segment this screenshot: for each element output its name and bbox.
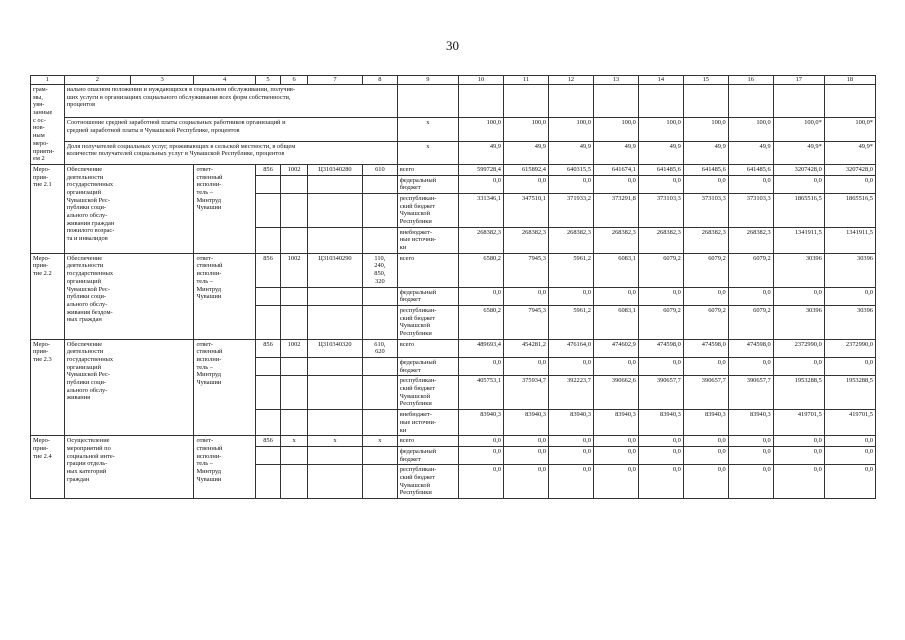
amount-value: 641485,6 xyxy=(683,164,728,175)
amount-value: 30396 xyxy=(773,253,824,287)
indicator-unit: x xyxy=(397,118,458,141)
amount-value: 0,0 xyxy=(548,175,593,193)
amount-value: 6079,2 xyxy=(683,253,728,287)
amount-value: 6079,2 xyxy=(638,253,683,287)
funding-source: всего xyxy=(397,339,458,357)
amount-value: 0,0 xyxy=(773,465,824,499)
indicator-value: 100,0 xyxy=(638,118,683,141)
column-number-header: 12 xyxy=(548,76,593,85)
table-row xyxy=(31,339,876,357)
amount-value: 268382,3 xyxy=(548,227,593,253)
csr-code: Ц310340280 xyxy=(307,164,362,175)
empty-code-cell xyxy=(307,358,362,376)
column-number-header: 15 xyxy=(683,76,728,85)
amount-value: 0,0 xyxy=(638,175,683,193)
column-number-header: 18 xyxy=(824,76,875,85)
empty-code-cell xyxy=(307,410,362,436)
empty-code-cell xyxy=(281,305,308,339)
amount-value: 0,0 xyxy=(548,446,593,464)
activity-executor: ответ- ственный исполни- тель – Минтруд Чувашии xyxy=(194,164,255,253)
funding-source: внебюджет- ные источни- ки xyxy=(397,227,458,253)
amount-value: 0,0 xyxy=(773,358,824,376)
amount-value: 0,0 xyxy=(459,436,504,447)
amount-value: 347510,1 xyxy=(504,193,549,227)
indicator-value: 100,0 xyxy=(728,118,773,141)
amount-value: 0,0 xyxy=(824,287,875,305)
amount-value: 268382,3 xyxy=(638,227,683,253)
amount-value: 0,0 xyxy=(504,287,549,305)
column-number-header: 6 xyxy=(281,76,308,85)
csr-code: x xyxy=(307,436,362,447)
amount-value: 268382,3 xyxy=(683,227,728,253)
empty-code-cell xyxy=(255,287,281,305)
amount-value: 390657,7 xyxy=(683,376,728,410)
amount-value: 7945,3 xyxy=(504,305,549,339)
funding-source: республикан- ский бюджет Чувашской Республики xyxy=(397,465,458,499)
activity-label: Меро- прия- тие 2.2 xyxy=(31,253,65,339)
amount-value: 615892,4 xyxy=(504,164,549,175)
indicator-value: 100,0 xyxy=(593,118,638,141)
column-number-header: 17 xyxy=(773,76,824,85)
amount-value: 3207428,0 xyxy=(824,164,875,175)
funding-source: федеральный бюджет xyxy=(397,175,458,193)
amount-value: 0,0 xyxy=(548,358,593,376)
amount-value: 375934,7 xyxy=(504,376,549,410)
amount-value: 1341911,5 xyxy=(773,227,824,253)
amount-value: 83940,3 xyxy=(504,410,549,436)
rzpr-code: 1002 xyxy=(281,164,308,175)
indicator-unit xyxy=(397,85,458,118)
funding-source: республикан- ский бюджет Чувашской Республики xyxy=(397,376,458,410)
empty-code-cell xyxy=(281,227,308,253)
amount-value: 0,0 xyxy=(728,287,773,305)
amount-value: 489693,4 xyxy=(459,339,504,357)
amount-value: 640315,5 xyxy=(548,164,593,175)
amount-value: 641674,1 xyxy=(593,164,638,175)
amount-value: 6083,1 xyxy=(593,305,638,339)
empty-code-cell xyxy=(363,305,398,339)
indicator-value: 100,0* xyxy=(824,118,875,141)
empty-code-cell xyxy=(255,410,281,436)
amount-value: 373103,3 xyxy=(683,193,728,227)
amount-value: 0,0 xyxy=(683,465,728,499)
empty-code-cell xyxy=(281,175,308,193)
rzpr-code: 1002 xyxy=(281,339,308,357)
vr-code: 610, 620 xyxy=(363,339,398,357)
indicator-value: 49,9 xyxy=(638,141,683,164)
empty-code-cell xyxy=(255,193,281,227)
amount-value: 6079,2 xyxy=(638,305,683,339)
activity-name: Обеспечение деятельности государственных организаций Чувашской Рес- публики соци- ального обслу- живания граждан пожилого возрас- та и инвалидов xyxy=(64,164,194,253)
amount-value: 419701,5 xyxy=(824,410,875,436)
empty-code-cell xyxy=(281,287,308,305)
amount-value: 3207428,0 xyxy=(773,164,824,175)
amount-value: 474602,9 xyxy=(593,339,638,357)
activity-label: Меро- прия- тие 2.1 xyxy=(31,164,65,253)
indicator-row xyxy=(31,118,876,141)
activity-label: Меро- прия- тие 2.3 xyxy=(31,339,65,436)
empty-code-cell xyxy=(307,446,362,464)
funding-source: республикан- ский бюджет Чувашской Республики xyxy=(397,305,458,339)
amount-value: 6580,2 xyxy=(459,253,504,287)
amount-value: 7945,3 xyxy=(504,253,549,287)
funding-source: федеральный бюджет xyxy=(397,446,458,464)
amount-value: 5961,2 xyxy=(548,305,593,339)
amount-value: 419701,5 xyxy=(773,410,824,436)
vr-code: 610 xyxy=(363,164,398,175)
amount-value: 0,0 xyxy=(638,358,683,376)
amount-value: 390657,7 xyxy=(638,376,683,410)
empty-code-cell xyxy=(255,465,281,499)
amount-value: 5961,2 xyxy=(548,253,593,287)
amount-value: 0,0 xyxy=(638,287,683,305)
amount-value: 0,0 xyxy=(593,287,638,305)
amount-value: 0,0 xyxy=(683,446,728,464)
amount-value: 476164,0 xyxy=(548,339,593,357)
amount-value: 0,0 xyxy=(504,358,549,376)
indicator-value xyxy=(548,85,593,118)
indicator-value: 49,9 xyxy=(593,141,638,164)
indicator-text: Доля получателей социальных услуг, проживающих в сельской местности, в общем количестве получателей социальных услуг в Чувашской Республике, процентов xyxy=(64,141,397,164)
indicator-value xyxy=(824,85,875,118)
empty-code-cell xyxy=(363,465,398,499)
activity-name: Осуществление мероприятий по социальной инте- грации отдель- ных категорий граждан xyxy=(64,436,194,499)
funding-source: внебюджет- ные источни- ки xyxy=(397,410,458,436)
empty-code-cell xyxy=(255,305,281,339)
amount-value: 30396 xyxy=(824,305,875,339)
amount-value: 30396 xyxy=(773,305,824,339)
amount-value: 83940,3 xyxy=(728,410,773,436)
amount-value: 268382,3 xyxy=(593,227,638,253)
funding-source: всего xyxy=(397,164,458,175)
amount-value: 641485,6 xyxy=(728,164,773,175)
activity-name: Обеспечение деятельности государственных организаций Чувашской Рес- публики соци- ального обслу- живания xyxy=(64,339,194,436)
activity-name: Обеспечение деятельности государственных организаций Чувашской Рес- публики соци- ального обслу- живания бездом- ных граждан xyxy=(64,253,194,339)
amount-value: 599728,4 xyxy=(459,164,504,175)
column-number-header: 14 xyxy=(638,76,683,85)
amount-value: 0,0 xyxy=(504,465,549,499)
grbs-code: 856 xyxy=(255,164,281,175)
empty-code-cell xyxy=(363,358,398,376)
empty-code-cell xyxy=(255,358,281,376)
funding-source: республикан- ский бюджет Чувашской Республики xyxy=(397,193,458,227)
empty-code-cell xyxy=(307,465,362,499)
amount-value: 0,0 xyxy=(728,436,773,447)
amount-value: 0,0 xyxy=(459,175,504,193)
empty-code-cell xyxy=(281,193,308,227)
indicator-value: 49,9 xyxy=(548,141,593,164)
vr-code: 110, 240, 850, 320 xyxy=(363,253,398,287)
amount-value: 0,0 xyxy=(824,436,875,447)
funding-source: федеральный бюджет xyxy=(397,358,458,376)
amount-value: 0,0 xyxy=(504,436,549,447)
empty-code-cell xyxy=(307,193,362,227)
indicator-value xyxy=(459,85,504,118)
amount-value: 0,0 xyxy=(593,358,638,376)
amount-value: 0,0 xyxy=(548,436,593,447)
amount-value: 474598,0 xyxy=(728,339,773,357)
amount-value: 390657,7 xyxy=(728,376,773,410)
indicator-value: 49,9 xyxy=(504,141,549,164)
indicator-value xyxy=(773,85,824,118)
indicator-value: 49,9* xyxy=(824,141,875,164)
amount-value: 1865516,5 xyxy=(824,193,875,227)
column-number-header: 11 xyxy=(504,76,549,85)
column-number-header: 9 xyxy=(397,76,458,85)
amount-value: 1865516,5 xyxy=(773,193,824,227)
amount-value: 0,0 xyxy=(548,465,593,499)
indicator-value: 49,9 xyxy=(683,141,728,164)
empty-code-cell xyxy=(307,227,362,253)
amount-value: 373291,8 xyxy=(593,193,638,227)
column-number-header: 3 xyxy=(131,76,194,85)
amount-value: 268382,3 xyxy=(459,227,504,253)
empty-code-cell xyxy=(307,175,362,193)
amount-value: 0,0 xyxy=(728,175,773,193)
amount-value: 0,0 xyxy=(824,446,875,464)
activity-executor: ответ- ственный исполни- тель – Минтруд Чувашии xyxy=(194,253,255,339)
amount-value: 2372990,0 xyxy=(824,339,875,357)
indicator-text: иально опасном положении и нуждающихся в социальном обслуживании, получив- ших услуги в организациях социального обслуживания всех форм собственности, процентов xyxy=(64,85,397,118)
amount-value: 0,0 xyxy=(593,446,638,464)
header-row xyxy=(31,76,876,85)
amount-value: 30396 xyxy=(824,253,875,287)
indicator-value xyxy=(638,85,683,118)
empty-code-cell xyxy=(363,175,398,193)
amount-value: 0,0 xyxy=(728,446,773,464)
amount-value: 0,0 xyxy=(773,287,824,305)
amount-value: 0,0 xyxy=(504,175,549,193)
amount-value: 0,0 xyxy=(683,436,728,447)
indicator-value: 49,9 xyxy=(459,141,504,164)
amount-value: 6079,2 xyxy=(728,305,773,339)
table-row xyxy=(31,253,876,287)
amount-value: 371933,2 xyxy=(548,193,593,227)
indicator-value: 49,9 xyxy=(728,141,773,164)
csr-code: Ц310340320 xyxy=(307,339,362,357)
amount-value: 392223,7 xyxy=(548,376,593,410)
empty-code-cell xyxy=(255,446,281,464)
empty-code-cell xyxy=(363,410,398,436)
amount-value: 6580,2 xyxy=(459,305,504,339)
amount-value: 0,0 xyxy=(638,465,683,499)
indicator-text: Соотношение средней заработной платы социальных работников организаций и средней заработной платы в Чувашской Республике, процентов xyxy=(64,118,397,141)
empty-code-cell xyxy=(281,376,308,410)
column-number-header: 8 xyxy=(363,76,398,85)
rzpr-code: 1002 xyxy=(281,253,308,287)
amount-value: 2372990,0 xyxy=(773,339,824,357)
amount-value: 83940,3 xyxy=(459,410,504,436)
empty-code-cell xyxy=(307,376,362,410)
amount-value: 0,0 xyxy=(824,358,875,376)
column-number-header: 5 xyxy=(255,76,281,85)
grbs-code: 856 xyxy=(255,339,281,357)
amount-value: 390662,6 xyxy=(593,376,638,410)
empty-code-cell xyxy=(363,193,398,227)
indicator-value xyxy=(728,85,773,118)
amount-value: 641485,6 xyxy=(638,164,683,175)
indicator-value: 100,0 xyxy=(459,118,504,141)
indicator-value: 100,0* xyxy=(773,118,824,141)
amount-value: 0,0 xyxy=(638,436,683,447)
amount-value: 0,0 xyxy=(683,175,728,193)
amount-value: 0,0 xyxy=(548,287,593,305)
indicator-value xyxy=(504,85,549,118)
empty-code-cell xyxy=(363,376,398,410)
empty-code-cell xyxy=(307,287,362,305)
program-activities-table xyxy=(30,75,876,499)
amount-value: 6079,2 xyxy=(683,305,728,339)
amount-value: 0,0 xyxy=(728,465,773,499)
program-label: грам- мы, увя- занные с ос- нов- ным меро- прияти- ем 2 xyxy=(31,85,65,165)
amount-value: 268382,3 xyxy=(504,227,549,253)
amount-value: 0,0 xyxy=(773,436,824,447)
empty-code-cell xyxy=(255,376,281,410)
empty-code-cell xyxy=(281,446,308,464)
funding-source: всего xyxy=(397,436,458,447)
amount-value: 0,0 xyxy=(683,287,728,305)
empty-code-cell xyxy=(255,175,281,193)
amount-value: 1953288,5 xyxy=(824,376,875,410)
grbs-code: 856 xyxy=(255,253,281,287)
amount-value: 83940,3 xyxy=(638,410,683,436)
amount-value: 1341911,5 xyxy=(824,227,875,253)
indicator-row xyxy=(31,141,876,164)
amount-value: 0,0 xyxy=(459,446,504,464)
amount-value: 0,0 xyxy=(459,465,504,499)
table-row xyxy=(31,164,876,175)
csr-code: Ц310340290 xyxy=(307,253,362,287)
vr-code: x xyxy=(363,436,398,447)
column-number-header: 1 xyxy=(31,76,65,85)
amount-value: 6083,1 xyxy=(593,253,638,287)
amount-value: 331346,1 xyxy=(459,193,504,227)
amount-value: 6079,2 xyxy=(728,253,773,287)
activity-executor: ответ- ственный исполни- тель – Минтруд Чувашии xyxy=(194,339,255,436)
amount-value: 0,0 xyxy=(638,446,683,464)
grbs-code: 856 xyxy=(255,436,281,447)
empty-code-cell xyxy=(307,305,362,339)
activity-label: Меро- прия- тие 2.4 xyxy=(31,436,65,499)
amount-value: 0,0 xyxy=(728,358,773,376)
empty-code-cell xyxy=(281,410,308,436)
empty-code-cell xyxy=(281,465,308,499)
indicator-value xyxy=(593,85,638,118)
table-row xyxy=(31,436,876,447)
activity-executor: ответ- ственный исполни- тель – Минтруд Чувашии xyxy=(194,436,255,499)
amount-value: 0,0 xyxy=(773,446,824,464)
amount-value: 0,0 xyxy=(459,287,504,305)
amount-value: 373103,3 xyxy=(728,193,773,227)
page-number: 30 xyxy=(446,38,459,53)
amount-value: 0,0 xyxy=(824,465,875,499)
empty-code-cell xyxy=(281,358,308,376)
amount-value: 0,0 xyxy=(593,436,638,447)
indicator-row xyxy=(31,85,876,118)
amount-value: 474598,0 xyxy=(683,339,728,357)
funding-source: всего xyxy=(397,253,458,287)
indicator-value: 100,0 xyxy=(504,118,549,141)
amount-value: 83940,3 xyxy=(683,410,728,436)
amount-value: 0,0 xyxy=(773,175,824,193)
funding-source: федеральный бюджет xyxy=(397,287,458,305)
empty-code-cell xyxy=(255,227,281,253)
empty-code-cell xyxy=(363,287,398,305)
indicator-value: 100,0 xyxy=(548,118,593,141)
rzpr-code: x xyxy=(281,436,308,447)
amount-value: 0,0 xyxy=(593,175,638,193)
indicator-value xyxy=(683,85,728,118)
amount-value: 405753,1 xyxy=(459,376,504,410)
column-number-header: 13 xyxy=(593,76,638,85)
amount-value: 268382,3 xyxy=(728,227,773,253)
indicator-value: 100,0 xyxy=(683,118,728,141)
column-number-header: 16 xyxy=(728,76,773,85)
amount-value: 1953288,5 xyxy=(773,376,824,410)
amount-value: 0,0 xyxy=(504,446,549,464)
amount-value: 0,0 xyxy=(593,465,638,499)
amount-value: 454281,2 xyxy=(504,339,549,357)
empty-code-cell xyxy=(363,446,398,464)
amount-value: 83940,3 xyxy=(593,410,638,436)
amount-value: 474598,0 xyxy=(638,339,683,357)
column-number-header: 7 xyxy=(307,76,362,85)
amount-value: 0,0 xyxy=(683,358,728,376)
column-number-header: 4 xyxy=(194,76,255,85)
amount-value: 0,0 xyxy=(824,175,875,193)
empty-code-cell xyxy=(363,227,398,253)
column-number-header: 10 xyxy=(459,76,504,85)
indicator-unit: x xyxy=(397,141,458,164)
amount-value: 83940,3 xyxy=(548,410,593,436)
amount-value: 0,0 xyxy=(459,358,504,376)
indicator-value: 49,9* xyxy=(773,141,824,164)
column-number-header: 2 xyxy=(64,76,130,85)
amount-value: 373103,3 xyxy=(638,193,683,227)
